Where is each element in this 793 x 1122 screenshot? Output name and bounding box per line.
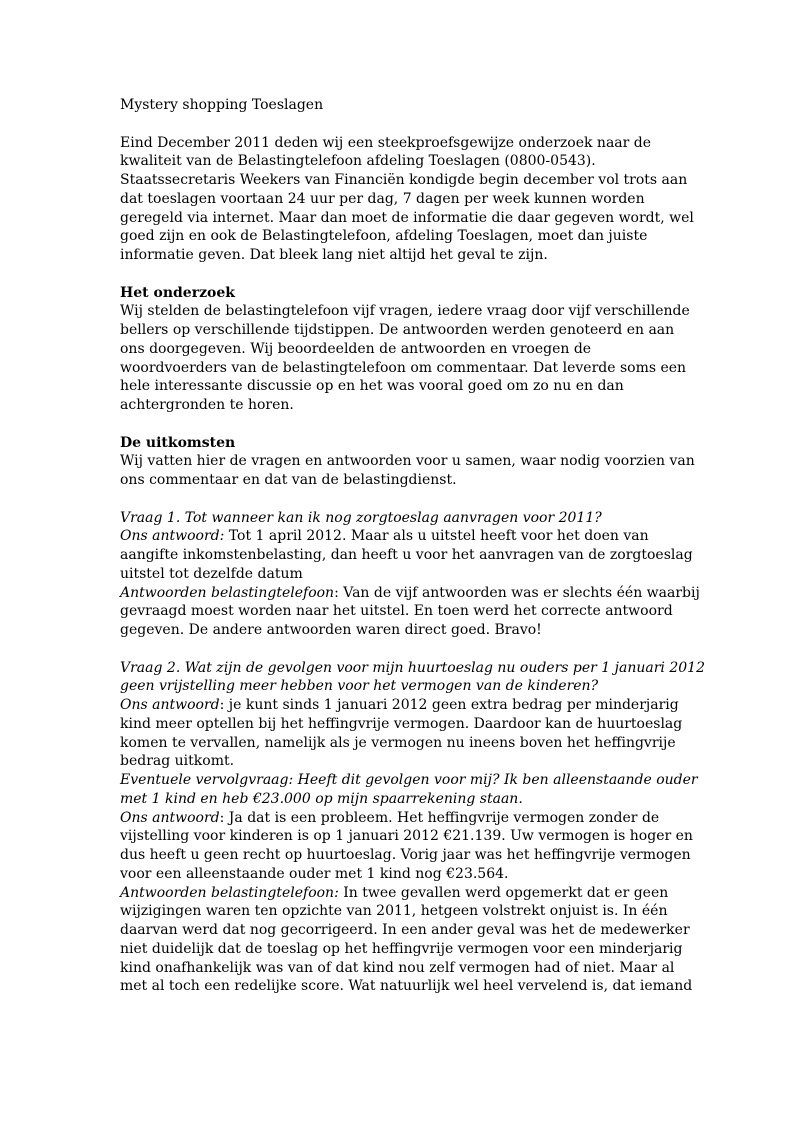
document-title: Mystery shopping Toeslagen (120, 97, 324, 113)
question-text: Vraag 2. Wat zijn de gevolgen voor mijn huurtoeslag nu ouders per 1 januari 2012 (120, 659, 705, 676)
paragraph-line: ons commentaar en dat van de belastingdienst. (120, 472, 457, 488)
spacer (120, 415, 680, 434)
phone-answer-text: In twee gevallen werd opgemerkt dat er geen (338, 884, 669, 901)
paragraph-line: hele interessante discussie op en het was vooral goed om zo nu en dan (120, 378, 624, 395)
answer-line: bedrag uitkomt. (120, 753, 235, 770)
intro-line: Eind December 2011 deden wij een steekproefsgewijze onderzoek naar de (120, 134, 652, 151)
question-2-block (120, 659, 705, 997)
paragraph-line: woordvoerders van de belastingtelefoon om commentaar. Dat leverde soms een (120, 359, 687, 376)
answer-label: Ons antwoord (120, 809, 220, 826)
answer-label: Ons antwoord (120, 697, 220, 713)
answer-line (120, 696, 680, 715)
paragraph-line: Wij vatten hier de vragen en antwoorden voor u samen, waar nodig voorzien van (120, 453, 695, 470)
answer-line (120, 809, 680, 828)
phone-answer-line: gegeven. De andere antwoorden waren direct goed. Bravo! (120, 622, 542, 638)
intro-line: kwaliteit van de Belastingtelefoon afdeling Toeslagen (0800-0543). (120, 153, 596, 170)
paragraph-line: bellers op verschillende tijdstippen. De antwoorden werden genoteerd en aan (120, 322, 675, 338)
section-heading: Het onderzoek (120, 284, 235, 301)
phone-answer-line (120, 884, 680, 903)
spacer (120, 640, 680, 659)
paragraph-line: ons doorgegeven. Wij beoordeelden de antwoorden en vroegen de (120, 340, 592, 357)
question-1-block (120, 509, 700, 640)
phone-answer-line: gevraagd moest worden naar het uitstel. En toen werd het correcte antwoord (120, 603, 673, 620)
question-text: Vraag 1. Tot wanneer kan ik nog zorgtoeslag aanvragen voor 2011? (120, 509, 602, 526)
question-text: geen vrijstelling meer hebben voor het vermogen van de kinderen? (120, 678, 599, 695)
answer-line: vijstelling voor kinderen is op 1 januari 2012 €21.139. Uw vermogen is hoger en (120, 828, 693, 845)
intro-line: dat toeslagen voortaan 24 uur per dag, 7 dagen per week kunnen worden (120, 190, 645, 207)
answer-text: : Ja dat is een probleem. Het heffingvrije vermogen zonder de (219, 809, 660, 826)
answer-line: kind meer optellen bij het heffingvrije vermogen. Daardoor kan de huurtoeslag (120, 715, 683, 732)
answer-line: aangifte inkomstenbelasting, dan heeft u voor het aanvragen van de zorgtoeslag (120, 547, 693, 563)
phone-answer-line: met al toch een redelijke score. Wat natuurlijk wel heel vervelend is, dat iemand (120, 978, 693, 995)
document-body (120, 96, 705, 996)
section-onderzoek (120, 284, 690, 415)
intro-paragraph (120, 134, 694, 265)
phone-answer-line: niet duidelijk dat de toeslag op het heffingvrije vermogen voor een minderjarig (120, 940, 683, 957)
phone-answer-line (120, 584, 700, 603)
followup-question: met 1 kind en heb €23.000 op mijn spaarrekening staan. (120, 790, 523, 807)
paragraph-line: achtergronden te horen. (120, 397, 294, 413)
phone-answer-text: : Van de vijf antwoorden was er slechts één waarbij (334, 584, 700, 601)
phone-answer-label: Antwoorden belastingtelefoon (120, 584, 335, 601)
answer-text: Tot 1 april 2012. Maar als u uitstel heeft voor het doen van (224, 528, 649, 545)
phone-answer-line: kind onafhankelijk was van of dat kind nou zelf vermogen had of niet. Maar al (120, 959, 675, 976)
spacer (120, 265, 680, 284)
section-uitkomsten (120, 434, 695, 490)
answer-line: voor een alleenstaande ouder met 1 kind nog €23.564. (120, 865, 509, 882)
spacer (120, 115, 680, 134)
paragraph-line: Wij stelden de belastingtelefoon vijf vragen, iedere vraag door vijf verschillende (120, 303, 690, 320)
answer-label: Ons antwoord: (120, 528, 225, 545)
followup-question: Eventuele vervolgvraag: Heeft dit gevolgen voor mij? Ik ben alleenstaande ouder (120, 772, 698, 788)
spacer (120, 490, 680, 509)
answer-line: dus heeft u geen recht op huurtoeslag. Vorig jaar was het heffingvrije vermogen (120, 847, 691, 863)
phone-answer-label: Antwoorden belastingtelefoon: (120, 884, 339, 901)
intro-line: goed zijn en ook de Belastingtelefoon, afdeling Toeslagen, moet dan juiste (120, 228, 648, 245)
answer-text: : je kunt sinds 1 januari 2012 geen extra bedrag per minderjarig (219, 697, 679, 713)
intro-line: informatie geven. Dat bleek lang niet altijd het geval te zijn. (120, 247, 548, 263)
phone-answer-line: wijzigingen waren ten opzichte van 2011, hetgeen volstrekt onjuist is. In één (120, 903, 668, 920)
phone-answer-line: daarvan werd dat nog gecorrigeerd. In een ander geval was het de medewerker (120, 922, 690, 938)
answer-line: komen te vervallen, namelijk als je vermogen nu ineens boven het heffingvrije (120, 734, 676, 751)
answer-line: uitstel tot dezelfde datum (120, 565, 303, 582)
intro-line: Staatssecretaris Weekers van Financiën kondigde begin december vol trots aan (120, 172, 688, 188)
intro-line: geregeld via internet. Maar dan moet de informatie die daar gegeven wordt, wel (120, 209, 694, 226)
answer-line (120, 527, 680, 546)
section-heading: De uitkomsten (120, 434, 236, 451)
